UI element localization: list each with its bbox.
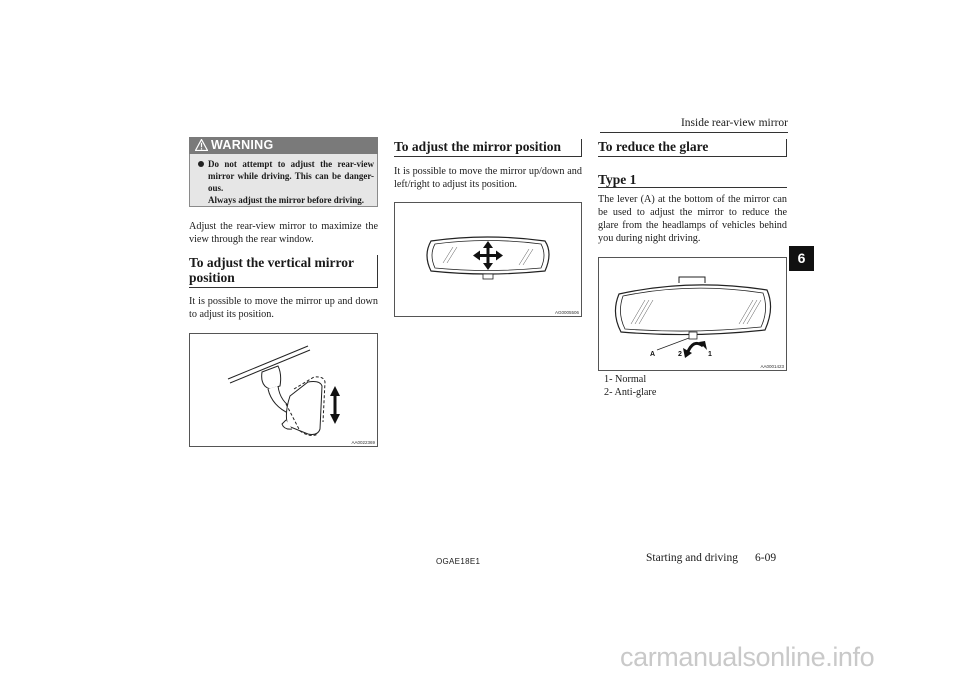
subheading-type1: Type 1 bbox=[598, 172, 637, 187]
warning-text-secondary: Always adjust the mirror before driving. bbox=[208, 195, 364, 205]
watermark: carmanualsonline.info bbox=[620, 642, 875, 672]
heading-vertical-adjust-line2: position bbox=[189, 270, 235, 285]
footer-section: Starting and driving bbox=[646, 552, 738, 564]
heading-rule-vertical bbox=[377, 255, 378, 287]
figure-mirror-position bbox=[394, 202, 582, 317]
heading-rule-vertical bbox=[581, 139, 582, 156]
running-header: Inside rear-view mirror bbox=[680, 117, 788, 129]
warning-triangle-icon bbox=[195, 139, 208, 151]
list-item-normal: 1- Normal bbox=[604, 374, 647, 385]
lever-label-2: 2 bbox=[678, 351, 682, 358]
intro-paragraph: Adjust the rear-view mirror to maximize the view through the rear window. bbox=[189, 221, 378, 245]
figure-vertical-mirror bbox=[189, 333, 378, 447]
mirror-position-paragraph: It is possible to move the mirror up/down and left/right to adjust its position. bbox=[394, 166, 582, 190]
vertical-mirror-illustration bbox=[190, 334, 377, 446]
heading-vertical-adjust-line1: To adjust the vertical mirror bbox=[189, 255, 354, 270]
reduce-glare-paragraph: The lever (A) at the bottom of the mirror can be used to adjust the mirror to reduce the glare from the headlamps of vehicles behind you during night driving. bbox=[598, 194, 787, 244]
list-item-anti-glare: 2- Anti-glare bbox=[604, 387, 657, 398]
heading-reduce-glare: To reduce the glare bbox=[598, 139, 709, 154]
heading-vertical-adjust bbox=[189, 255, 369, 285]
heading-rule-horizontal bbox=[394, 156, 582, 157]
heading-rule-vertical bbox=[786, 139, 787, 156]
figure-code: AG0005506 bbox=[554, 310, 579, 315]
mirror-position-illustration bbox=[395, 203, 581, 316]
figure-code: AA0022369 bbox=[351, 440, 375, 445]
footer-code: OGAE18E1 bbox=[436, 557, 481, 566]
lever-label-a: A bbox=[650, 351, 656, 358]
heading-mirror-position: To adjust the mirror position bbox=[394, 139, 562, 154]
heading-rule-horizontal bbox=[189, 287, 378, 288]
glare-lever-illustration bbox=[599, 258, 786, 370]
warning-text-main: Do not attempt to adjust the rear-view mirror while driving. This can be danger-ous. bbox=[208, 159, 374, 193]
chapter-tab[interactable]: 6 bbox=[789, 246, 814, 271]
heading-rule-horizontal bbox=[598, 156, 787, 157]
figure-code: AA0001423 bbox=[760, 364, 784, 369]
warning-header bbox=[189, 137, 378, 154]
vertical-adjust-paragraph: It is possible to move the mirror up and down to adjust its position. bbox=[189, 296, 378, 320]
page-number: 6-09 bbox=[755, 552, 777, 564]
subheading-rule bbox=[598, 187, 787, 188]
figure-glare-lever bbox=[598, 257, 787, 371]
warning-label: WARNING bbox=[211, 138, 274, 152]
bullet-icon bbox=[198, 161, 204, 167]
header-rule bbox=[600, 132, 788, 133]
warning-text bbox=[208, 158, 374, 206]
lever-label-1: 1 bbox=[708, 351, 712, 358]
